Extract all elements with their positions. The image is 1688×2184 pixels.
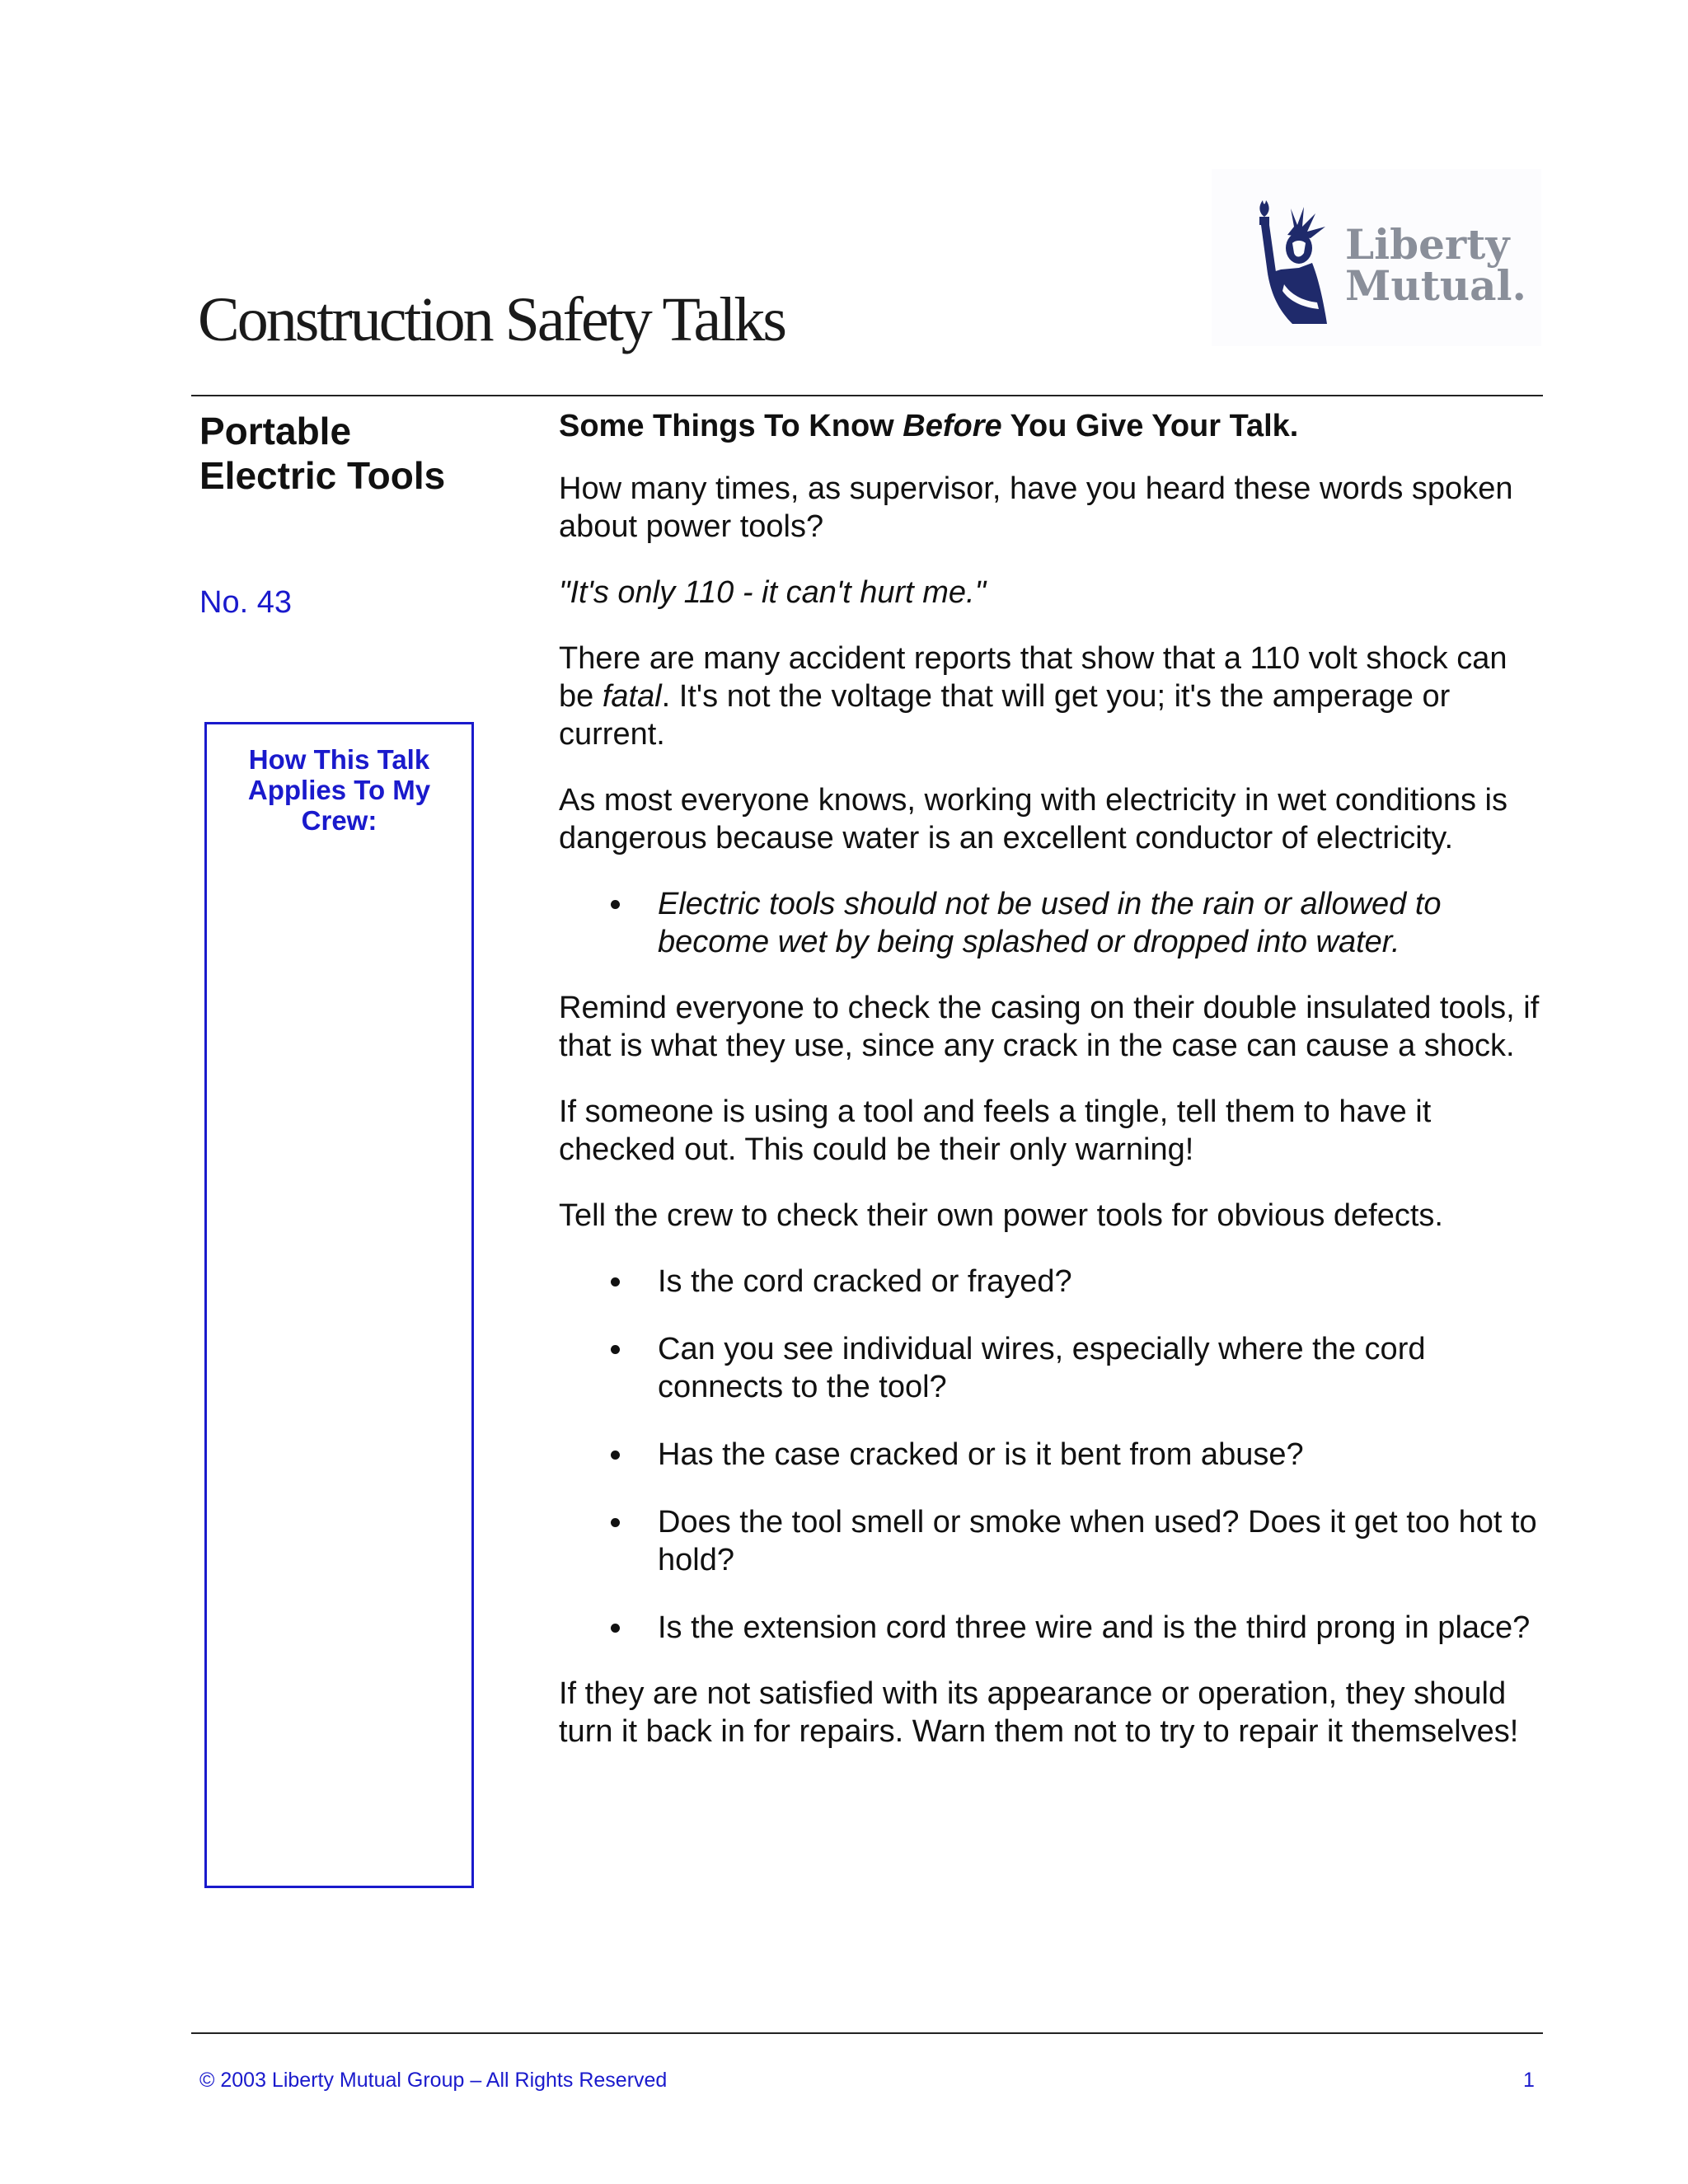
casing-paragraph: Remind everyone to check the casing on their double insulated tools, if that is what they use, since any crack in the case can cause a shock.	[559, 991, 1540, 1063]
logo-wordmark: Liberty Mutual.	[1345, 220, 1526, 310]
page-title: Construction Safety Talks	[198, 285, 785, 354]
wet-warning-list	[559, 885, 1548, 961]
list-item: Is the extension cord three wire and is the third prong in place?	[658, 1609, 1548, 1647]
list-item: Is the cord cracked or frayed?	[658, 1263, 1548, 1301]
topic-title: Portable Electric Tools	[199, 410, 446, 497]
wet-conditions-paragraph: As most everyone knows, working with electricity in wet conditions is dangerous because water is an excellent conductor of electricity.	[559, 783, 1508, 855]
list-item: Electric tools should not be used in the rain or allowed to become wet by being splashed or dropped into water.	[658, 885, 1548, 961]
check-tools-paragraph: Tell the crew to check their own power tools for obvious defects.	[559, 1198, 1443, 1233]
copyright-notice: © 2003 Liberty Mutual Group – All Rights Reserved	[199, 2069, 668, 2092]
talk-number: No. 43	[199, 585, 292, 620]
header-divider	[191, 395, 1543, 396]
crew-notes-label: How This Talk Applies To My Crew:	[247, 744, 431, 836]
list-item: Can you see individual wires, especially where the cord connects to the tool?	[658, 1330, 1548, 1406]
quote: "It's only 110 - it can't hurt me."	[559, 575, 987, 610]
talk-content	[559, 407, 1548, 1779]
liberty-mutual-logo	[1212, 169, 1541, 346]
page-number: 1	[1523, 2069, 1535, 2092]
defect-checklist	[559, 1263, 1548, 1647]
intro-paragraph: How many times, as supervisor, have you heard these words spoken about power tools?	[559, 471, 1513, 544]
statue-of-liberty-icon	[1245, 194, 1335, 326]
list-item: Has the case cracked or is it bent from abuse?	[658, 1436, 1548, 1474]
crew-notes-box	[204, 722, 474, 1888]
list-item: Does the tool smell or smoke when used? Does it get too hot to hold?	[658, 1503, 1548, 1579]
section-heading: Some Things To Know Before You Give Your Talk.	[559, 409, 1299, 443]
tingle-paragraph: If someone is using a tool and feels a tingle, tell them to have it checked out. This could be their only warning!	[559, 1094, 1432, 1167]
footer-divider	[191, 2032, 1543, 2034]
repairs-paragraph: If they are not satisfied with its appearance or operation, they should turn it back in for repairs. Warn them not to try to repair it themselves!	[559, 1676, 1519, 1749]
voltage-paragraph: There are many accident reports that show that a 110 volt shock can be fatal. It's not the voltage that will get you; it's the amperage or current.	[559, 641, 1507, 752]
